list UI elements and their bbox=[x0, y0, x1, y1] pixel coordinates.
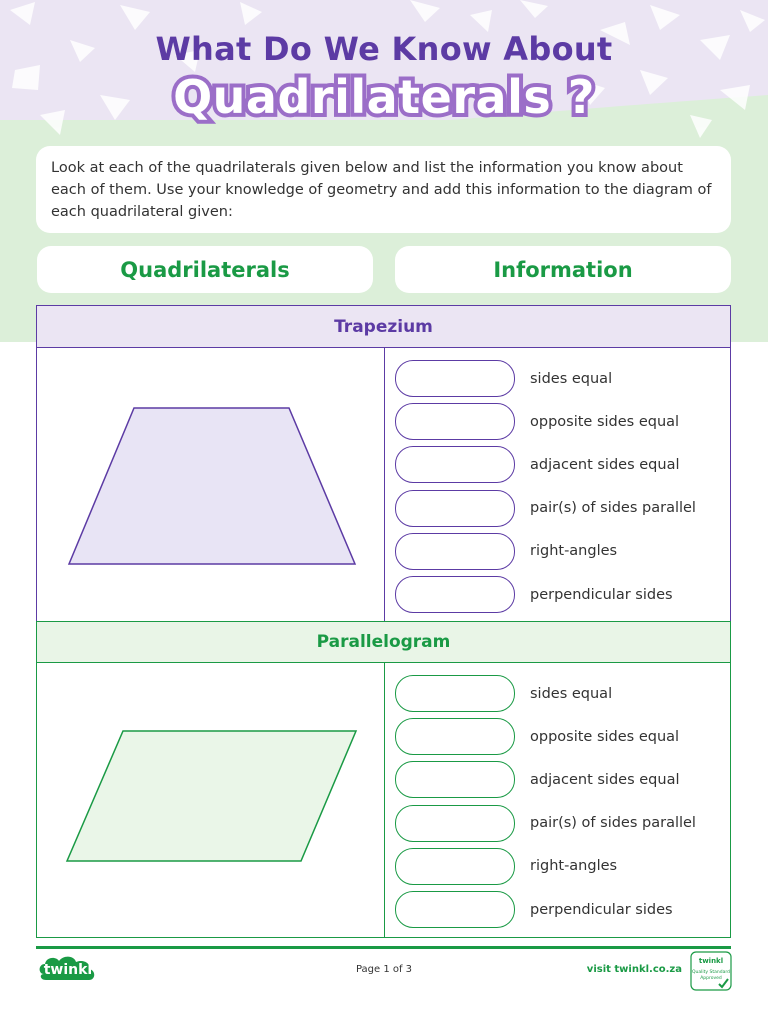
info-label: right-angles bbox=[530, 858, 618, 875]
answer-box[interactable] bbox=[395, 675, 515, 712]
info-row bbox=[395, 400, 725, 443]
info-row bbox=[395, 802, 725, 845]
column-header-quadrilaterals: Quadrilaterals bbox=[37, 246, 373, 293]
page-title-line1: What Do We Know About bbox=[155, 30, 613, 68]
info-label: adjacent sides equal bbox=[530, 456, 680, 473]
info-row bbox=[395, 672, 725, 715]
answer-box[interactable] bbox=[395, 891, 515, 928]
column-header-information: Information bbox=[395, 246, 731, 293]
info-label: perpendicular sides bbox=[530, 901, 673, 918]
info-label: pair(s) of sides parallel bbox=[530, 815, 696, 832]
answer-box[interactable] bbox=[395, 533, 515, 570]
answer-box[interactable] bbox=[395, 403, 515, 440]
info-label: sides equal bbox=[530, 370, 613, 387]
badge-caption: Quality Standard Approved bbox=[692, 970, 730, 981]
trapezium-shape bbox=[37, 348, 384, 622]
page-number: Page 1 of 3 bbox=[355, 964, 413, 975]
section-body bbox=[37, 348, 730, 622]
answer-box[interactable] bbox=[395, 805, 515, 842]
column-divider bbox=[384, 348, 385, 622]
info-row bbox=[395, 487, 725, 530]
info-label: perpendicular sides bbox=[530, 586, 673, 603]
section-title: Trapezium bbox=[37, 306, 730, 348]
answer-box[interactable] bbox=[395, 718, 515, 755]
section-parallelogram bbox=[36, 621, 731, 938]
answer-box[interactable] bbox=[395, 576, 515, 613]
answer-box[interactable] bbox=[395, 490, 515, 527]
page-title-line2: Quadrilaterals ? bbox=[173, 70, 595, 124]
answer-box[interactable] bbox=[395, 761, 515, 798]
info-label: opposite sides equal bbox=[530, 413, 680, 430]
section-title: Parallelogram bbox=[37, 621, 730, 663]
column-divider bbox=[384, 663, 385, 937]
instructions-text: Look at each of the quadrilaterals given below and list the information you know about each of them. Use your knowledge of geometry and add this information to the diagram of each quadrilateral given: bbox=[36, 146, 731, 233]
answer-box[interactable] bbox=[395, 848, 515, 885]
info-label: opposite sides equal bbox=[530, 728, 680, 745]
info-row bbox=[395, 443, 725, 486]
website-link[interactable]: visit twinkl.co.za bbox=[586, 964, 682, 975]
info-label: right-angles bbox=[530, 543, 618, 560]
info-list bbox=[395, 357, 725, 616]
info-label: sides equal bbox=[530, 685, 613, 702]
info-row bbox=[395, 357, 725, 400]
footer-divider bbox=[36, 946, 731, 949]
info-label: adjacent sides equal bbox=[530, 771, 680, 788]
info-row bbox=[395, 888, 725, 931]
answer-box[interactable] bbox=[395, 360, 515, 397]
section-body bbox=[37, 663, 730, 937]
info-row bbox=[395, 573, 725, 616]
info-row bbox=[395, 715, 725, 758]
info-row bbox=[395, 530, 725, 573]
info-row bbox=[395, 758, 725, 801]
info-row bbox=[395, 845, 725, 888]
parallelogram-shape bbox=[37, 663, 384, 937]
badge-title: twinkl bbox=[698, 957, 724, 965]
info-label: pair(s) of sides parallel bbox=[530, 500, 696, 517]
answer-box[interactable] bbox=[395, 446, 515, 483]
logo-text: twinkl bbox=[43, 962, 93, 978]
info-list bbox=[395, 672, 725, 931]
section-trapezium bbox=[36, 305, 731, 623]
